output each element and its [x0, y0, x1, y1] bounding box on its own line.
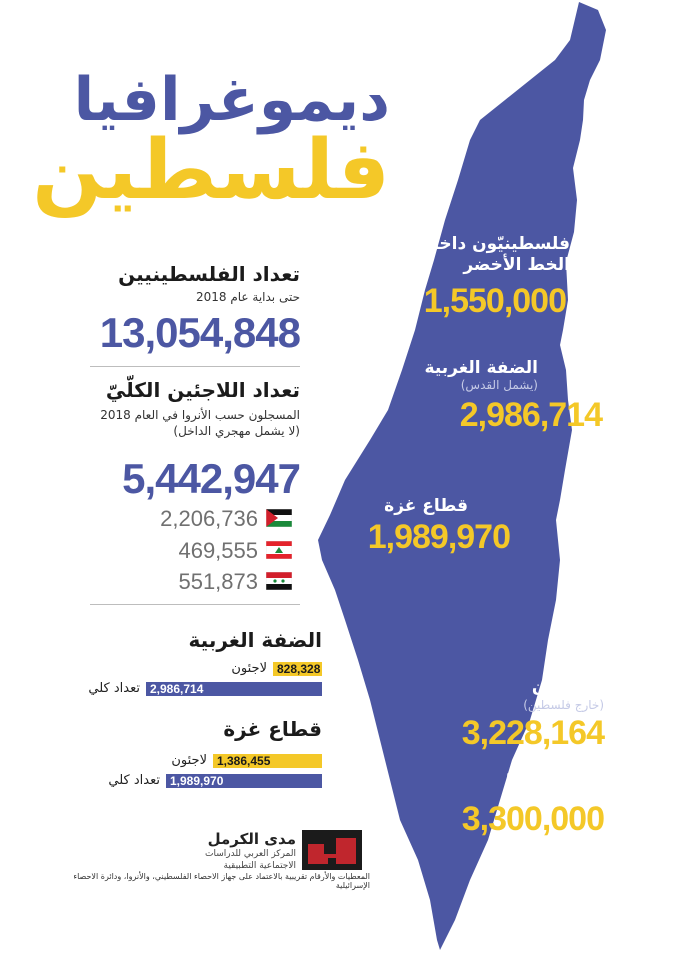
jordan-refugees: 2,206,736	[160, 506, 258, 531]
green-line-label-1: فلسطينيّون داخل	[424, 234, 570, 254]
diaspora-label	[480, 762, 604, 805]
westbank-label: الضفة الغربية	[424, 358, 538, 378]
registered-refugees-label-1: لاجئون	[546, 656, 604, 676]
refugees-heading: تعداد اللاجئين الكلّيّ	[105, 378, 300, 402]
gaza-value: 1,989,970	[367, 518, 510, 556]
refugees-subheading-1: المسجلون حسب الأنروا في العام 2018	[100, 408, 300, 422]
bar-category-label: لاجئون	[171, 753, 207, 768]
lebanon-flag-icon	[266, 541, 292, 559]
mada-logo-icon	[302, 830, 362, 870]
title-line-2: فلسطين	[32, 123, 390, 218]
logo-line-1: المركز العربي للدراسات	[205, 849, 296, 859]
green-line-label	[410, 234, 570, 277]
logo-name: مدى الكرمل	[207, 830, 296, 848]
westbank-value: 2,986,714	[459, 396, 602, 434]
chart-gaza-title: قطاع غزة	[223, 717, 322, 741]
logo-line-2: الاجتماعية التطبيقية	[223, 861, 296, 871]
bar-value-label: 828,328	[277, 662, 321, 676]
refugees-subheading-2: (لا يشمل مهجري الداخل)	[173, 424, 300, 438]
bar-value-label: 2,986,714	[150, 682, 204, 696]
divider	[90, 366, 300, 367]
syria-flag-icon	[266, 572, 292, 590]
population-subheading: حتى بداية عام 2018	[195, 290, 300, 304]
registered-refugees-label	[480, 656, 604, 699]
title-line-1: ديموغرافيا	[73, 65, 390, 135]
jordan-flag-icon	[266, 509, 292, 527]
registered-refugees-label-2: مسجلون	[531, 677, 604, 698]
gaza-label: قطاع غزة	[384, 496, 468, 516]
bar-category-label: لاجئون	[231, 661, 267, 676]
diaspora-value: 3,300,000	[461, 800, 604, 838]
bar-value-label: 1,386,455	[217, 754, 271, 768]
refugees-value: 5,442,947	[122, 455, 300, 502]
registered-refugees-sublabel: (خارج فلسطين)	[523, 698, 604, 712]
green-line-label-2: الخط الأخضر	[463, 255, 570, 276]
divider	[90, 604, 300, 605]
diaspora-label-2: في الشتات	[509, 783, 604, 804]
syria-refugees: 551,873	[178, 569, 258, 594]
bar-value-label: 1,989,970	[170, 774, 224, 788]
footer-note: المعطيات والأرقام تقريبية بالاعتماد على جهاز الاحصاء الفلسطيني، والأنروا، ودائرة الاحصاء الإسرائيلية	[73, 872, 370, 890]
population-heading: تعداد الفلسطينيين	[118, 262, 300, 286]
population-value: 13,054,848	[99, 309, 300, 356]
lebanon-refugees: 469,555	[178, 538, 258, 563]
registered-refugees-value: 3,228,164	[461, 714, 604, 752]
westbank-sublabel: (يشمل القدس)	[460, 378, 538, 392]
diaspora-label-1: فلسطينيّون	[506, 762, 604, 782]
bar-category-label: تعداد كلي	[88, 681, 140, 696]
green-line-value: 1,550,000	[423, 282, 566, 320]
bar-category-label: تعداد كلي	[108, 773, 160, 788]
chart-westbank-title: الضفة الغربية	[188, 628, 322, 652]
